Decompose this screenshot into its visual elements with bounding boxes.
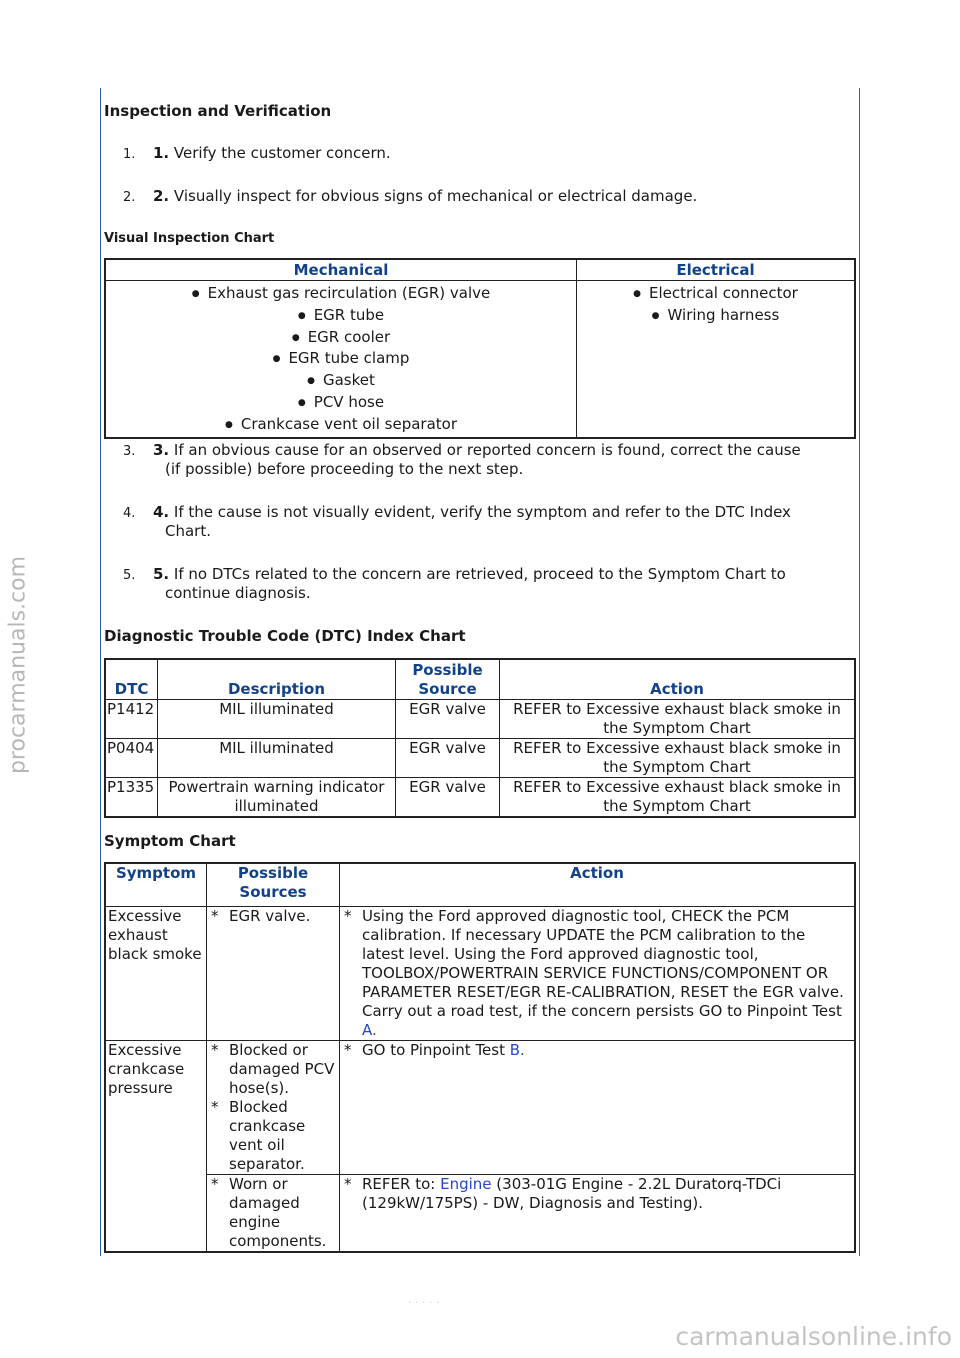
symptom-table: [104, 862, 856, 1253]
list-item: ● Exhaust gas recirculation (EGR) valve: [106, 284, 576, 306]
table-row: [105, 700, 855, 739]
bullet-star: *: [344, 907, 352, 925]
dtc-source: EGR valve: [396, 778, 500, 818]
symptom-chart-title: Symptom Chart: [104, 832, 236, 850]
list-item: ● Gasket: [106, 371, 576, 393]
dtc-index-table: [104, 658, 856, 818]
pinpoint-test-b-link[interactable]: B.: [509, 1041, 525, 1059]
table-row: [105, 778, 855, 818]
list-item: ● Wiring harness: [577, 306, 854, 328]
list-item: ● EGR tube: [106, 306, 576, 328]
list-item: ● EGR tube clamp: [106, 349, 576, 371]
bullet-star: *: [211, 1041, 219, 1059]
header-action: Action: [500, 659, 856, 700]
header-possible-sources: Possible Sources: [207, 863, 340, 907]
side-watermark-text: procarmanuals.com: [5, 555, 31, 775]
bullet-star: *: [211, 1175, 219, 1193]
step-number: 5.: [123, 568, 136, 583]
step-number: 1.: [123, 147, 136, 162]
header-action: Action: [340, 863, 856, 907]
step-bold-number: 3.: [153, 441, 170, 459]
bottom-watermark: carmanualsonline.info: [675, 1322, 952, 1351]
list-item: ● Electrical connector: [577, 284, 854, 306]
dtc-action: REFER to Excessive exhaust black smoke in the Symptom Chart: [500, 700, 856, 739]
table-row: [105, 739, 855, 778]
list-item: ● Crankcase vent oil separator: [106, 415, 576, 437]
step-text: If the cause is not visually evident, verify the symptom and refer to the DTC Index: [173, 503, 791, 521]
header-dtc: DTC: [105, 659, 158, 700]
header-possible-source: Possible Source: [396, 659, 500, 700]
dtc-source: EGR valve: [396, 739, 500, 778]
step-number: 4.: [123, 506, 136, 521]
electrical-list: [577, 284, 854, 328]
bullet-star: *: [344, 1175, 352, 1193]
section-title: Inspection and Verification: [104, 102, 332, 120]
dtc-description: Powertrain warning indicator illuminated: [158, 778, 396, 818]
step-bold-number: 4.: [153, 503, 170, 521]
action-cell: * Using the Ford approved diagnostic tool, CHECK the PCM calibration. If necessary UPDATE the PCM calibration to the latest level. Using the Ford approved diagnostic tool, TOOLBOX/POWERTRAIN SERVICE FUNCTIONS/COMPONENT OR PARAMETER RESET/EGR RE-CALIBRATION, RESET the EGR valve. Carry out a road test, if the concern persists GO to Pinpoint Test A.: [340, 907, 856, 1041]
step-text-cont: (if possible) before proceeding to the next step.: [165, 460, 524, 478]
mechanical-list: [106, 284, 576, 437]
symptom-cell: Excessive exhaust black smoke: [105, 907, 207, 1041]
side-watermark: [0, 0, 38, 1358]
sources-cell: * EGR valve.: [207, 907, 340, 1041]
action-cell: * REFER to: Engine (303-01G Engine - 2.2L Duratorq-TDCi (129kW/175PS) - DW, Diagnosis and Testing).: [340, 1175, 856, 1253]
table-row: [105, 1041, 855, 1175]
header-mechanical: Mechanical: [105, 259, 577, 281]
step-4: [104, 503, 856, 541]
pinpoint-test-a-link[interactable]: A.: [362, 1021, 377, 1039]
dtc-chart-title: Diagnostic Trouble Code (DTC) Index Chart: [104, 627, 466, 645]
list-item: ● EGR cooler: [106, 328, 576, 350]
step-number: 2.: [123, 190, 136, 205]
header-symptom: Symptom: [105, 863, 207, 907]
step-2: [104, 187, 856, 206]
bullet-star: *: [344, 1041, 352, 1059]
step-text: If an obvious cause for an observed or reported concern is found, correct the cause: [173, 441, 801, 459]
step-text: If no DTCs related to the concern are retrieved, proceed to the Symptom Chart to: [173, 565, 786, 583]
dtc-action: REFER to Excessive exhaust black smoke in the Symptom Chart: [500, 739, 856, 778]
bullet-star: *: [211, 1098, 219, 1116]
step-5: [104, 565, 856, 603]
engine-link[interactable]: Engine: [440, 1175, 492, 1193]
dtc-code: P1335: [105, 778, 158, 818]
page-footer: · · · · ·: [408, 1296, 440, 1309]
bullet-star: *: [211, 907, 219, 925]
dtc-action: REFER to Excessive exhaust black smoke in the Symptom Chart: [500, 778, 856, 818]
step-bold-number: 1.: [153, 144, 170, 162]
list-item: ● PCV hose: [106, 393, 576, 415]
visual-chart-caption: Visual Inspection Chart: [104, 231, 275, 246]
header-description: Description: [158, 659, 396, 700]
step-text-cont: continue diagnosis.: [165, 584, 311, 602]
action-cell: * GO to Pinpoint Test B.: [340, 1041, 856, 1175]
dtc-source: EGR valve: [396, 700, 500, 739]
dtc-code: P0404: [105, 739, 158, 778]
step-bold-number: 2.: [153, 187, 170, 205]
step-text: Visually inspect for obvious signs of mechanical or electrical damage.: [173, 187, 698, 205]
step-3: [104, 441, 856, 479]
dtc-description: MIL illuminated: [158, 700, 396, 739]
dtc-code: P1412: [105, 700, 158, 739]
dtc-description: MIL illuminated: [158, 739, 396, 778]
header-electrical: Electrical: [577, 259, 856, 281]
sources-cell: * Worn or damaged engine components.: [207, 1175, 340, 1253]
step-number: 3.: [123, 444, 136, 459]
step-1: [104, 144, 856, 163]
sources-cell: * Blocked or damaged PCV hose(s). * Blocked crankcase vent oil separator.: [207, 1041, 340, 1175]
symptom-cell: Excessive crankcase pressure: [105, 1041, 207, 1253]
table-row: [105, 907, 855, 1041]
step-text: Verify the customer concern.: [173, 144, 391, 162]
table-row: [105, 1175, 855, 1253]
electrical-cell: [577, 281, 856, 438]
visual-inspection-table: [104, 258, 856, 439]
step-text-cont: Chart.: [165, 522, 211, 540]
mechanical-cell: [105, 281, 577, 438]
step-bold-number: 5.: [153, 565, 170, 583]
